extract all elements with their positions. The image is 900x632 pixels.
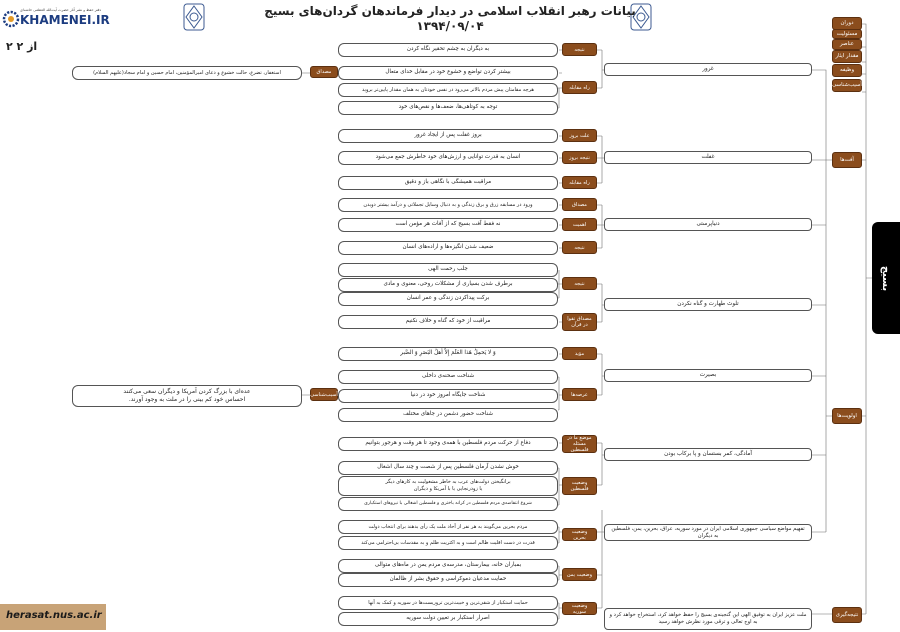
note-asibshenasi[interactable] (72, 385, 302, 407)
note-mesdagh[interactable]: استغفار، تضرع، حالت خشوع و دعای امیرالمؤمنین، امام حسین و امام سجاد(علیهم السلام) (72, 66, 302, 80)
logo-subtitle: دفتر حفظ و نشر آثار حضرت آیت‌الله العظمی خامنه‌ای (20, 8, 102, 12)
leaf-16[interactable]: شناخت صحنه‌ی داخلی (338, 370, 558, 384)
tag-vaziyat-suriye[interactable]: وضعیت سوریه (562, 602, 597, 615)
tag-natije-boruz[interactable]: نتیجه بروز (562, 151, 597, 164)
leaf-22[interactable]: شروع انتفاضه‌ی مردم فلسطین در کرانه باختری و فلسطین اشغالی با نیروهای استکباری (338, 497, 558, 511)
node-asibshenasi[interactable]: آسیب‌شناسی (832, 79, 862, 92)
page-number: ۲ از ۲ (6, 40, 38, 53)
tag-moayyed[interactable]: مؤید (562, 347, 597, 360)
leaf-13[interactable]: برکت پیداکردن زندگی و عمر انسان (338, 292, 558, 306)
root-label: بسیج (880, 265, 892, 291)
mid-gheflat[interactable]: غفلت (604, 151, 812, 164)
leaf-15[interactable]: وَ لا یَحمِلُ هَذا العَلَمَ إِلاّ أَهلُ البَصَرِ وَ الصَّبر (338, 347, 558, 361)
tag-alat-boruz[interactable]: علت بروز (562, 129, 597, 142)
node-natijegiri[interactable]: نتیجه‌گیری (832, 607, 862, 623)
page-date: ۱۳۹۴/۰۹/۰۴ (416, 19, 484, 33)
leaf-26[interactable]: حمایت مدعیان دموکراسی و حقوق بشر از ظالمان (338, 573, 558, 587)
leaf-14[interactable]: مراقبت از خود که گناه و خلاف نکنیم (338, 315, 558, 329)
node-olaviyatha[interactable]: اولویت‌ها (832, 408, 862, 424)
tag-rah-moghabele-2[interactable]: راه مقابله (562, 176, 597, 189)
ornament-left-icon (183, 3, 205, 31)
tag-vaziyat-yaman[interactable]: وضعیت یمن (562, 568, 597, 581)
note-asibshenasi-line2: احساس خود کم بینی را در ملت به وجود آورند. (128, 396, 246, 403)
mid-donyaparasti[interactable]: دنیاپرستی (604, 218, 812, 231)
leaf-25[interactable]: بمباران خانه، بیمارستان، مدرسه‌ی مردم یمن در ماه‌های متوالی (338, 559, 558, 573)
leaf-19[interactable]: دفاع از حرکت مردم فلسطین با همه‌ی وجود تا هر وقت و هرجور بتوانیم (338, 437, 558, 451)
logo[interactable] (0, 0, 140, 32)
tag-mesdagh-2[interactable]: مصداق (562, 198, 597, 211)
tag-ahamiyat[interactable]: اهمیت (562, 218, 597, 231)
mid-ghorur[interactable]: غرور (604, 63, 812, 76)
tag-mesdagh-taghva[interactable]: مصداق تقوا در قرآن (562, 313, 597, 331)
mid-tafhim[interactable]: تفهیم مواضع سیاسی جمهوری اسلامی ایران در مورد سوریه، عراق، بحرین، یمن، فلسطین به دیگران (604, 524, 812, 541)
node-vazife[interactable]: وظیفه (832, 64, 862, 77)
leaf-8[interactable]: ورود در مسابقه زرق و برق زندگی و به دنبال وسایل تجملاتی و درآمد بیشتر دویدن (338, 198, 558, 212)
leaf-7[interactable]: مراقبت همیشگی با نگاهی باز و دقیق (338, 176, 558, 190)
leaf-28[interactable]: اصرار استکبار بر تعیین دولت سوریه (338, 612, 558, 626)
page-title: بیانات رهبر انقلاب اسلامی در دیدار فرماندهان گردان‌های بسیج (264, 4, 636, 18)
tag-asibshenasi-left[interactable]: آسیب‌شناسی (310, 388, 338, 401)
leaf-4[interactable]: توجه به کوتاهی‌ها، ضعف‌ها و نقص‌های خود (338, 101, 558, 115)
gear-logo-icon (2, 10, 20, 28)
mid-talavvos[interactable]: تلوث طهارت و گناه نکردن (604, 298, 812, 311)
leaf-21[interactable] (338, 476, 558, 496)
logo-text: KHAMENEI.IR (20, 13, 110, 27)
node-meghdar[interactable]: مقدار ایثار (832, 50, 862, 63)
leaf-18[interactable]: شناخت حضور دشمن در جاهای مختلف (338, 408, 558, 422)
leaf-11[interactable]: جلب رحمت الهی (338, 263, 558, 277)
node-afatha[interactable]: آفت‌ها (832, 152, 862, 168)
leaf-17[interactable]: شناخت جایگاه امروز خود در دنیا (338, 389, 558, 403)
leaf-21-line2: یا زودرنجایی یا با آمریکا و دیگران (413, 486, 483, 492)
leaf-1[interactable]: به دیگران به چشم تحقیر نگاه کردن (338, 43, 558, 57)
tag-natije-2[interactable]: نتیجه (562, 241, 597, 254)
mid-basirat[interactable]: بصیرت (604, 369, 812, 382)
leaf-20[interactable]: خوش نشدن آرمان فلسطین پس از شصت و چند سال اشغال (338, 461, 558, 475)
leaf-10[interactable]: ضعیف شدن انگیزه‌ها و اراده‌های انسان (338, 241, 558, 255)
leaf-9[interactable]: نه فقط آفت بسیج که از آفات هر مؤمن است (338, 218, 558, 232)
node-masuliyat[interactable]: مسئولیت (832, 29, 862, 39)
leaf-6[interactable]: انسان به قدرت توانایی و ارزش‌های خود خاطرش جمع می‌شود (338, 151, 558, 165)
tag-vaziyat-felestin[interactable]: وضعیت فلسطین (562, 477, 597, 495)
leaf-12[interactable]: برطرف شدن بسیاری از مشکلات روحی، معنوی و مادی (338, 278, 558, 292)
leaf-21-line1: برانگیختن دولت‌های عرب به خاطر مشغولیت به کارهای دیگر (385, 479, 511, 486)
leaf-2[interactable]: بیشتر کردن تواضع و خشوع خود در مقابل خدای متعال (338, 66, 558, 80)
node-anaser[interactable]: عناصر (832, 39, 862, 50)
tag-vaziyat-bahrain[interactable]: وضعیت بحرین (562, 528, 597, 541)
leaf-5[interactable]: بروز غفلت پس از ایجاد غرور (338, 129, 558, 143)
leaf-27[interactable]: حمایت استکبار از شقی‌ترین و خبیث‌ترین تروریست‌ها در سوریه و کمک به آنها (338, 596, 558, 610)
root-node-basij[interactable] (872, 222, 900, 334)
tag-natije-1[interactable]: نتیجه (562, 43, 597, 56)
tag-mesdagh-1[interactable]: مصداق (310, 66, 338, 78)
tag-arseha[interactable]: عرصه‌ها (562, 388, 597, 401)
leaf-24[interactable]: قدرت در دست اقلیت ظالم است و به اکثریت ظلم و به مقدسات بی‌احترامی می‌کند (338, 536, 558, 550)
tag-rah-moghabele-1[interactable]: راه مقابله (562, 81, 597, 94)
mid-amadegi[interactable]: آمادگی، کمر بستسان و پا برکاب بودن (604, 448, 812, 461)
leaf-3[interactable]: هرچه مقامتان پیش مردم بالاتر می‌رود در نفس خودتان به همان مقدار پایین‌تر بروید (338, 83, 558, 97)
leaf-23[interactable]: مردم بحرین می‌گویند به هر نفر از آحاد ملت یک رأی بدهند برای انتخاب دولت (338, 520, 558, 534)
footer-site-text: herasat.nus.ac.ir (6, 610, 102, 621)
footer-brand[interactable] (0, 604, 106, 630)
tag-mowze-felestin[interactable]: موضع ما در مسئله فلسطین (562, 435, 597, 453)
mid-natije-final[interactable]: ملت عزیز ایران به توفیق الهی این گنجینه‌ی بسیج را حفظ خواهد کرد، استخراج خواهد کرد و به اوج تعالی و ترقی مورد نظرش خواهد رسید (604, 608, 812, 630)
tag-natije-3[interactable]: نتیجه (562, 277, 597, 290)
node-doran[interactable]: دوران (832, 17, 862, 30)
note-asibshenasi-line1: عده‌ای با بزرگ کردن آمریکا و دیگران سعی می‌کنند (123, 387, 251, 395)
